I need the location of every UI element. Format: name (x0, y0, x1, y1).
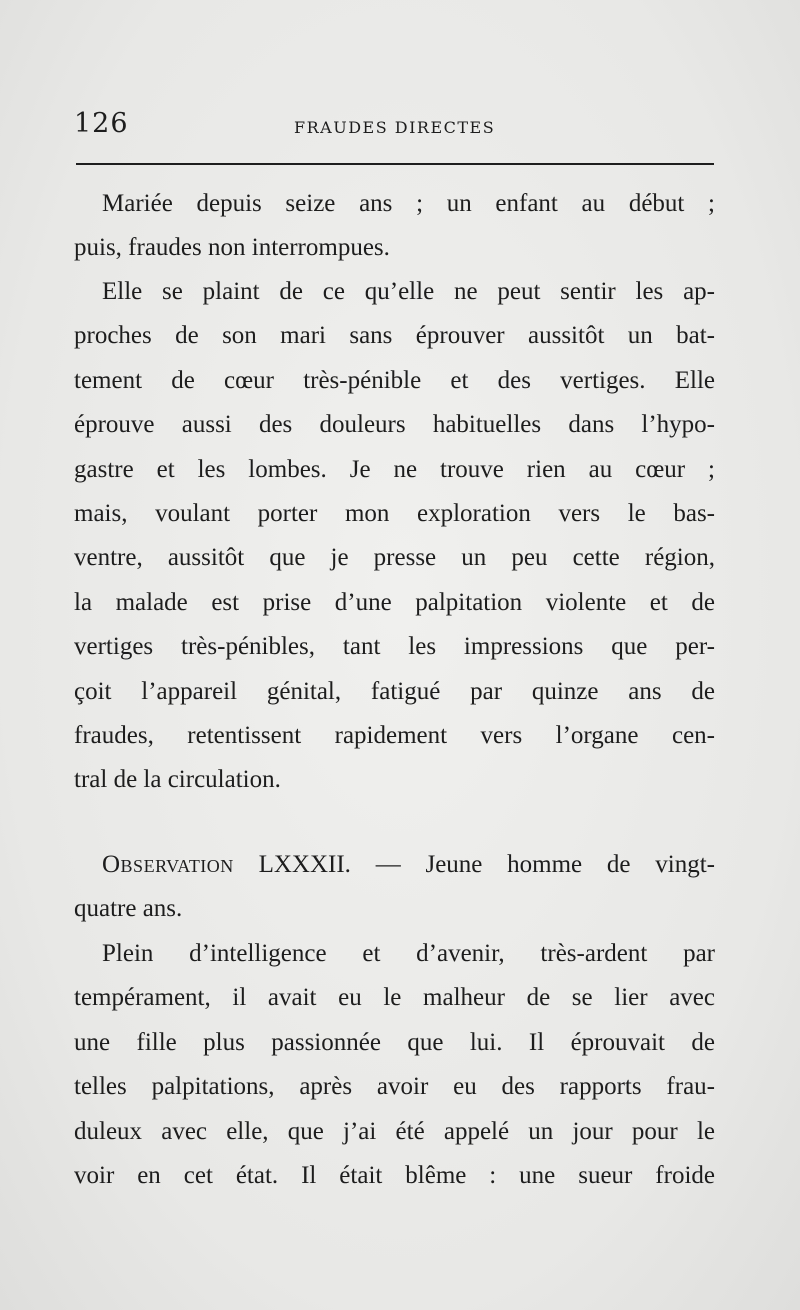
text-line: proches de son mari sans éprouver aussitôt un bat- (74, 322, 715, 350)
text-line: éprouve aussi des douleurs habituelles dans l’hypo- (74, 411, 715, 439)
text-line: fraudes, retentissent rapidement vers l’organe cen- (74, 722, 715, 750)
text-line: tral de la circulation. (74, 766, 281, 794)
running-title: FRAUDES DIRECTES (294, 118, 496, 137)
text-line: duleux avec elle, que j’ai été appelé un jour pour le (74, 1117, 715, 1145)
running-head (74, 108, 714, 148)
text-line: gastre et les lombes. Je ne trouve rien au cœur ; (74, 455, 715, 483)
text-line: Plein d’intelligence et d’avenir, très-ardent par (102, 940, 715, 967)
text-line: tement de cœur très-pénible et des vertiges. Elle (74, 366, 715, 394)
text-line: tempérament, il avait eu le malheur de se lier avec (74, 984, 715, 1012)
paragraph-2 (74, 270, 715, 803)
observation-heading (74, 843, 715, 932)
text-line: ventre, aussitôt que je presse un peu cette région, (74, 544, 715, 572)
text-line: vertiges très-pénibles, tant les impressions que per- (74, 633, 715, 661)
paragraph-1 (74, 182, 715, 271)
text-line: quatre ans. (74, 895, 183, 923)
text-line: la malade est prise d’une palpitation violente et de (74, 588, 715, 616)
text-line: puis, fraudes non interrompues. (74, 234, 390, 262)
text-line: mais, voulant porter mon exploration vers le bas- (74, 500, 715, 528)
page-number: 126 (74, 108, 129, 139)
paragraph-4 (74, 932, 715, 1198)
text-line (74, 843, 715, 887)
text-line: telles palpitations, après avoir eu des rapports frau- (74, 1073, 715, 1101)
header-rule (76, 163, 714, 165)
text-line: voir en cet état. Il était blême : une sueur froide (74, 1162, 715, 1190)
text-line: çoit l’appareil génital, fatigué par quinze ans de (74, 677, 715, 705)
text-line: Elle se plaint de ce qu’elle ne peut sentir les ap- (102, 278, 715, 305)
observation-label: Observation (102, 851, 234, 878)
text-line: une fille plus passionnée que lui. Il éprouvait de (74, 1028, 715, 1056)
observation-number-text: LXXXII. — Jeune homme de vingt- (233, 851, 715, 878)
text-line: Mariée depuis seize ans ; un enfant au début ; (102, 190, 715, 217)
